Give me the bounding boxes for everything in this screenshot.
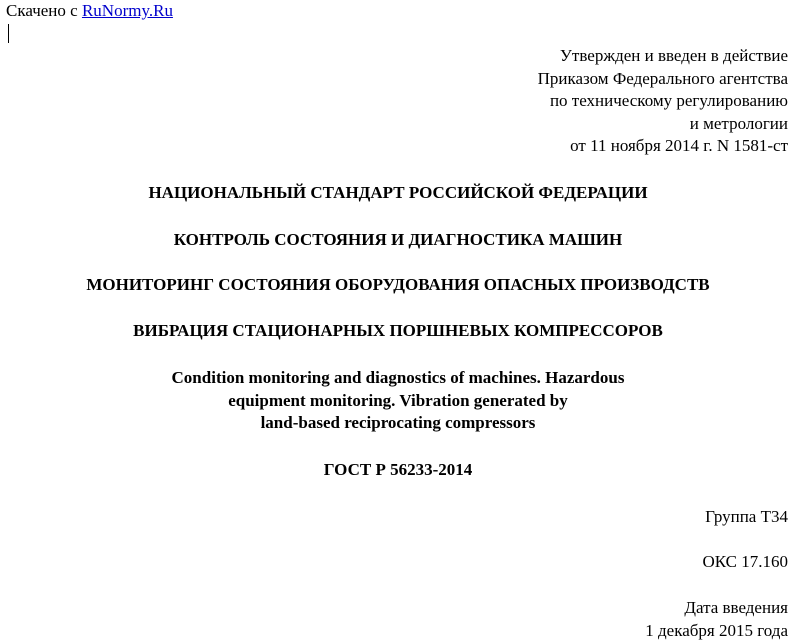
document-title: ВИБРАЦИЯ СТАЦИОНАРНЫХ ПОРШНЕВЫХ КОМПРЕССОРОВ <box>133 321 663 340</box>
source-prefix: Скачено с <box>6 1 78 20</box>
approval-line: от 11 ноября 2014 г. N 1581-ст <box>570 136 788 156</box>
source-line <box>6 0 173 22</box>
introduction-label: Дата введения <box>684 598 788 617</box>
english-title-line: Condition monitoring and diagnostics of machines. Hazardous <box>171 368 625 387</box>
approval-line: по техническому регулированию <box>549 91 788 111</box>
english-title <box>0 367 790 435</box>
approval-block <box>538 45 788 158</box>
approval-line: Приказом Федерального агентства <box>537 68 788 88</box>
subseries-heading: МОНИТОРИНГ СОСТОЯНИЯ ОБОРУДОВАНИЯ ОПАСНЫХ ПРОИЗВОДСТВ <box>86 275 710 294</box>
introduction-date-block <box>645 596 788 642</box>
standard-designation: ГОСТ Р 56233-2014 <box>323 460 473 479</box>
oks-code: ОКС 17.160 <box>702 552 788 571</box>
english-title-line: land-based reciprocating compressors <box>260 413 536 432</box>
source-link[interactable]: RuNormy.Ru <box>81 1 173 20</box>
approval-line: Утвержден и введен в действие <box>559 46 788 65</box>
introduction-date: 1 декабря 2015 года <box>645 621 788 640</box>
english-title-line: equipment monitoring. Vibration generated by <box>228 390 568 410</box>
text-cursor <box>8 24 9 43</box>
approval-line: и метрологии <box>689 113 788 133</box>
series-heading: КОНТРОЛЬ СОСТОЯНИЯ И ДИАГНОСТИКА МАШИН <box>173 230 623 249</box>
standard-type-heading: НАЦИОНАЛЬНЫЙ СТАНДАРТ РОССИЙСКОЙ ФЕДЕРАЦИИ <box>148 183 648 202</box>
group-code: Группа Т34 <box>705 507 788 526</box>
